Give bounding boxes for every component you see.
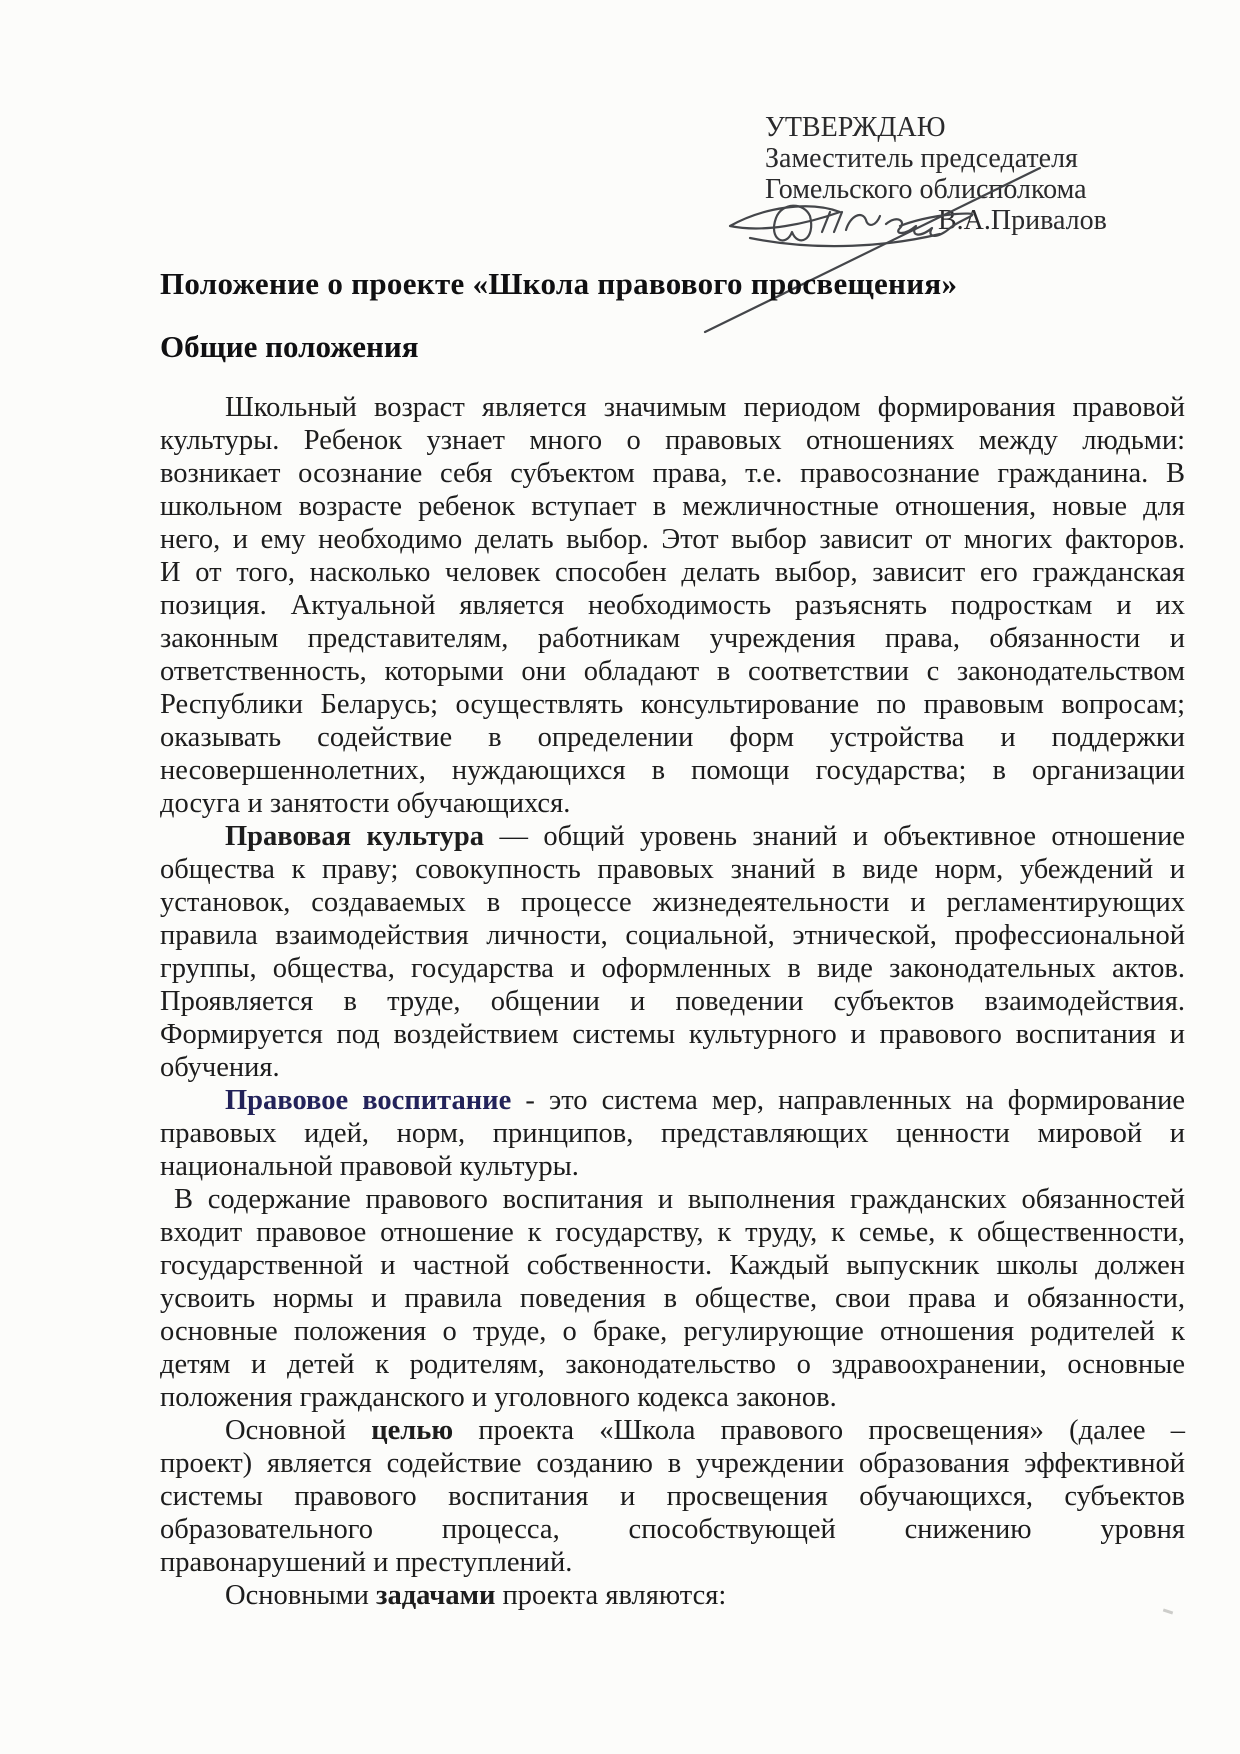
bold-term: задачами: [376, 1580, 496, 1611]
body-line: школьном возрасте ребенок вступает в межличностные отношения, новые для: [160, 491, 1185, 522]
body-line: национальной правовой культуры.: [160, 1151, 579, 1182]
body-line: Проявляется в труде, общении и поведении субъектов взаимодействия.: [160, 986, 1185, 1017]
body-line: входит правовое отношение к государству, к труду, к семье, к общественности,: [160, 1217, 1185, 1248]
body-line: системы правового воспитания и просвещения обучающихся, субъектов: [160, 1481, 1185, 1512]
approval-signer-name: В.А.Привалов: [938, 205, 1107, 236]
body-line: возникает осознание себя субъектом права, т.е. правосознание гражданина. В: [160, 458, 1185, 489]
body-line: Правовое воспитание - это система мер, направленных на формирование: [225, 1085, 1185, 1116]
body-line: обучения.: [160, 1052, 280, 1083]
body-line: группы, общества, государства и оформленных в виде законодательных актов.: [160, 953, 1185, 984]
bold-term: целью: [371, 1415, 454, 1446]
bold-term: Правовая культура: [225, 821, 485, 852]
body-line: оказывать содействие в определении форм устройства и поддержки: [160, 722, 1185, 753]
body-line: ответственность, которыми они обладают в соответствии с законодательством: [160, 656, 1185, 687]
body-line: детям и детей к родителям, законодательство о здравоохранении, основные: [160, 1349, 1185, 1380]
body-line: Основной целью проекта «Школа правового просвещения» (далее –: [225, 1415, 1185, 1446]
approval-position-line2: Гомельского облисполкома: [765, 174, 1087, 205]
body-line: позиция. Актуальной является необходимость разъяснять подросткам и их: [160, 590, 1185, 621]
body-line: усвоить нормы и правила поведения в обществе, свои права и обязанности,: [160, 1283, 1185, 1314]
body-line: законным представителям, работникам учреждения права, обязанности и: [160, 623, 1185, 654]
body-line: Формируется под воздействием системы культурного и правового воспитания и: [160, 1019, 1185, 1050]
body-line: него, и ему необходимо делать выбор. Этот выбор зависит от многих факторов.: [160, 524, 1185, 555]
approval-stamp-word: УТВЕРЖДАЮ: [765, 112, 946, 143]
body-line: Основными задачами проекта являются:: [225, 1580, 727, 1611]
body-line: установок, создаваемых в процессе жизнедеятельности и регламентирующих: [160, 887, 1185, 918]
document-body: [160, 391, 1185, 1612]
body-line: досуга и занятости обучающихся.: [160, 788, 571, 819]
body-line: несовершеннолетних, нуждающихся в помощи государства; в организации: [160, 755, 1185, 786]
body-line: культуры. Ребенок узнает много о правовых отношениях между людьми:: [160, 425, 1185, 456]
bold-term: Правовое воспитание: [225, 1085, 512, 1116]
section-heading: Общие положения: [160, 329, 419, 364]
body-line: правонарушений и преступлений.: [160, 1547, 573, 1578]
body-line: образовательного процесса, способствующей снижению уровня: [160, 1514, 1185, 1545]
approval-block: [765, 112, 1107, 236]
body-line: правила взаимодействия личности, социальной, этнической, профессиональной: [160, 920, 1185, 951]
document-title: Положение о проекте «Школа правового просвещения»: [160, 266, 958, 301]
body-line: государственной и частной собственности. Каждый выпускник школы должен: [160, 1250, 1185, 1281]
body-line: Республики Беларусь; осуществлять консультирование по правовым вопросам;: [160, 689, 1185, 720]
body-line: В содержание правового воспитания и выполнения гражданских обязанностей: [174, 1184, 1185, 1215]
body-line: правовых идей, норм, принципов, представляющих ценности мировой и: [160, 1118, 1185, 1149]
body-line: основные положения о труде, о браке, регулирующие отношения родителей к: [160, 1316, 1185, 1347]
body-line: И от того, насколько человек способен делать выбор, зависит его гражданская: [160, 557, 1185, 588]
body-line: положения гражданского и уголовного кодекса законов.: [160, 1382, 837, 1413]
body-line: общества к праву; совокупность правовых знаний в виде норм, убеждений и: [160, 854, 1185, 885]
body-line: Правовая культура — общий уровень знаний и объективное отношение: [225, 821, 1185, 852]
approval-position-line1: Заместитель председателя: [765, 143, 1078, 174]
body-line: Школьный возраст является значимым периодом формирования правовой: [225, 392, 1185, 423]
body-line: проект) является содействие созданию в учреждении образования эффективной: [160, 1448, 1185, 1479]
